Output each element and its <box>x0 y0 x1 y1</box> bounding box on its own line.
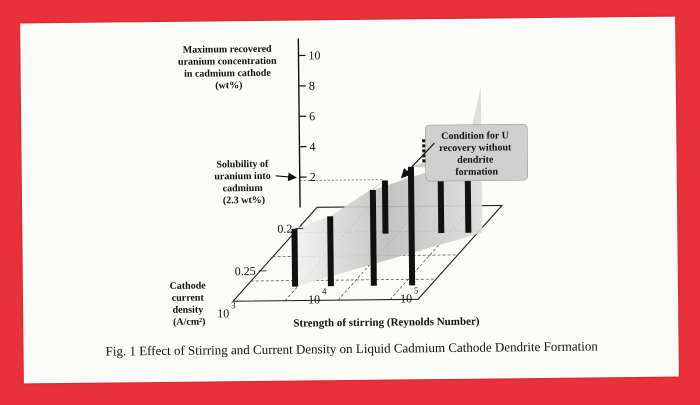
y-tick-label-10: 10 <box>308 48 321 63</box>
svg-text:3: 3 <box>231 300 236 311</box>
y-tick-label-8: 8 <box>308 78 315 93</box>
z-tick-0-2: 0.2 <box>277 221 293 236</box>
figure-caption: Fig. 1 Effect of Stirring and Current Density on Liquid Cadmium Cathode Dendrite Formation <box>105 338 598 359</box>
y-tick-label-4: 4 <box>309 139 316 154</box>
y-ticks <box>298 48 321 184</box>
solubility-annotation: Solubility of uranium into cadmium (2.3 wt%) <box>214 158 271 207</box>
paper-sheet <box>20 17 679 384</box>
x-tick-1e5 <box>400 285 419 305</box>
bar-0 <box>291 229 298 287</box>
chart-3d-bar <box>20 17 679 384</box>
solubility-arrow <box>276 176 296 178</box>
x-tick-1e4 <box>308 286 327 306</box>
bar-1 <box>327 216 334 286</box>
z-tick-0-25: 0.25 <box>234 263 256 279</box>
svg-text:5: 5 <box>413 285 419 296</box>
bar-5 <box>408 167 415 286</box>
bar-3 <box>370 190 377 286</box>
z-axis-label: Cathode current density (A/cm²) <box>169 280 206 328</box>
bar-2 <box>382 180 389 233</box>
svg-text:10: 10 <box>217 306 230 321</box>
svg-text:10: 10 <box>307 292 321 307</box>
svg-text:4: 4 <box>321 286 327 297</box>
y-tick-label-2: 2 <box>309 169 316 185</box>
x-tick-1e3 <box>217 300 236 320</box>
x-axis-label: Strength of stirring (Reynolds Number) <box>293 315 480 330</box>
condition-annotation: Condition for U recovery without dendrite formation <box>439 130 512 178</box>
y-axis-label: Maximum recovered uranium concentration in cadmium cathode (wt%) <box>177 43 277 92</box>
y-tick-label-6: 6 <box>309 109 316 124</box>
svg-text:10: 10 <box>399 291 413 306</box>
y-axis-line <box>298 39 300 208</box>
